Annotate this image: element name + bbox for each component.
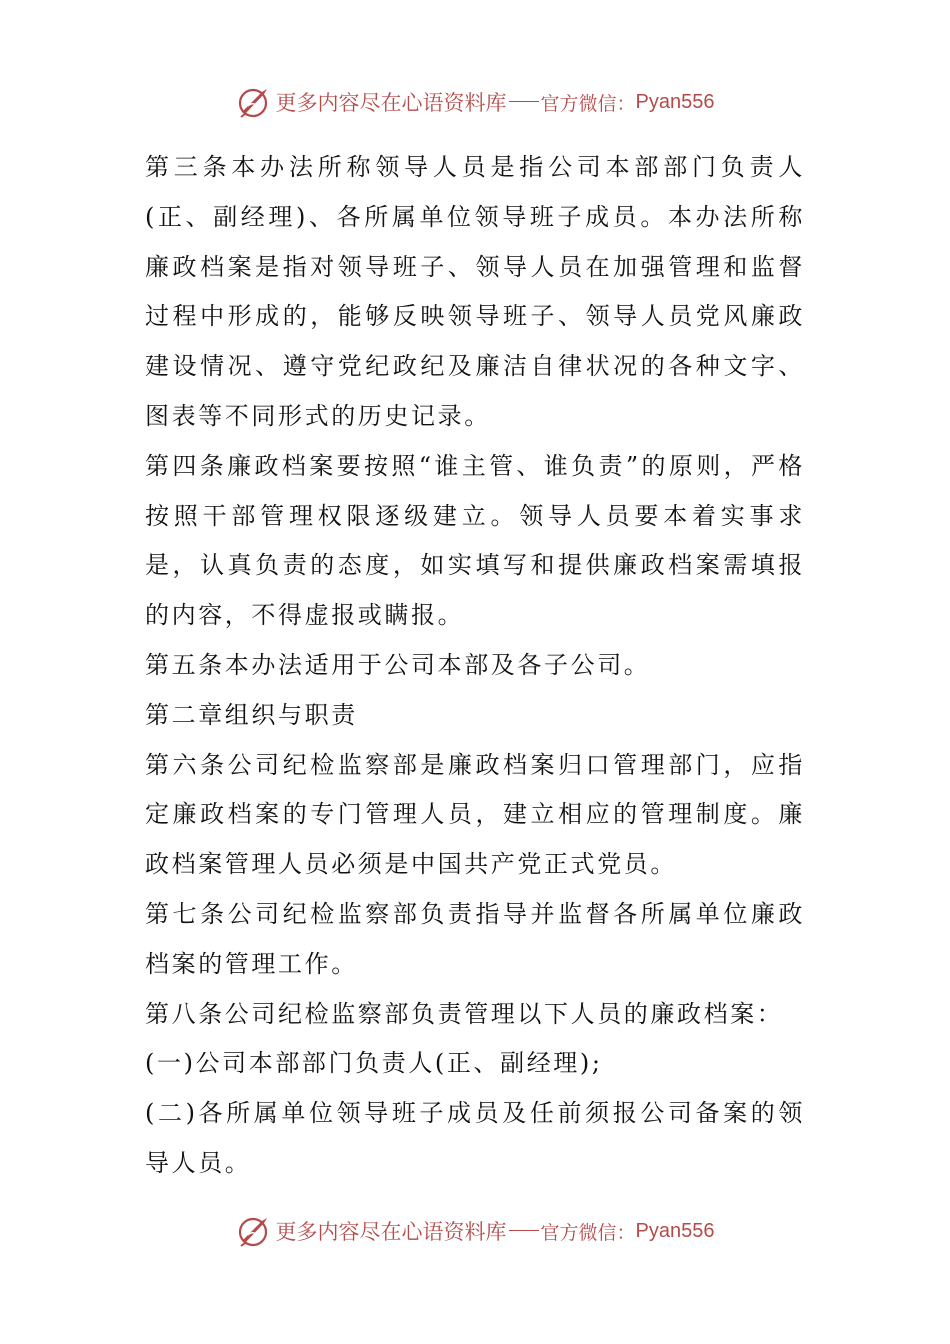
- paragraph-article-4: 第四条廉政档案要按照“谁主管、谁负责”的原则，严格按照干部管理权限逐级建立。领导人员要本着实事求是，认真负责的态度，如实填写和提供廉政档案需填报的内容，不得虚报或瞒报。: [145, 451, 805, 630]
- list-item-2: (二)各所属单位领导班子成员及任前须报公司备案的领导人员。: [145, 1099, 805, 1177]
- banner-dash: [509, 101, 539, 102]
- paragraph-article-6: 第六条公司纪检监察部是廉政档案归口管理部门，应指定廉政档案的专门管理人员，建立相应的管理制度。廉政档案管理人员必须是中国共产党正式党员。: [145, 750, 805, 879]
- wechat-id: Pyan556: [635, 90, 715, 113]
- wechat-id: Pyan556: [635, 1219, 715, 1242]
- paragraph-article-5: 第五条本办法适用于公司本部及各子公司。: [145, 650, 651, 679]
- chapter-heading: 第二章组织与职责: [145, 700, 358, 729]
- document-body: [145, 143, 805, 1189]
- footer-banner: [0, 1209, 950, 1253]
- pen-logo-icon: [236, 1213, 272, 1249]
- site-name-text: 更多内容尽在心语资料库: [275, 1220, 507, 1244]
- site-name-text: 更多内容尽在心语资料库: [275, 91, 507, 115]
- wechat-label: 官方微信：: [540, 1221, 636, 1244]
- paragraph-article-7: 第七条公司纪检监察部负责指导并监督各所属单位廉政档案的管理工作。: [145, 899, 805, 978]
- list-item-1: (一)公司本部部门负责人(正、副经理);: [145, 1049, 603, 1078]
- pen-logo-icon: [236, 84, 272, 120]
- paragraph-article-8: 第八条公司纪检监察部负责管理以下人员的廉政档案：: [145, 999, 784, 1028]
- banner-dash: [509, 1230, 539, 1231]
- wechat-label: 官方微信：: [540, 92, 636, 115]
- header-banner: [0, 80, 950, 124]
- paragraph-article-3: 第三条本办法所称领导人员是指公司本部部门负责人(正、副经理)、各所属单位领导班子成员。本办法所称廉政档案是指对领导班子、领导人员在加强管理和监督过程中形成的，能够反映领导班子、领导人员党风廉政建设情况、遵守党纪政纪及廉洁自律状况的各种文字、图表等不同形式的历史记录。: [145, 153, 805, 430]
